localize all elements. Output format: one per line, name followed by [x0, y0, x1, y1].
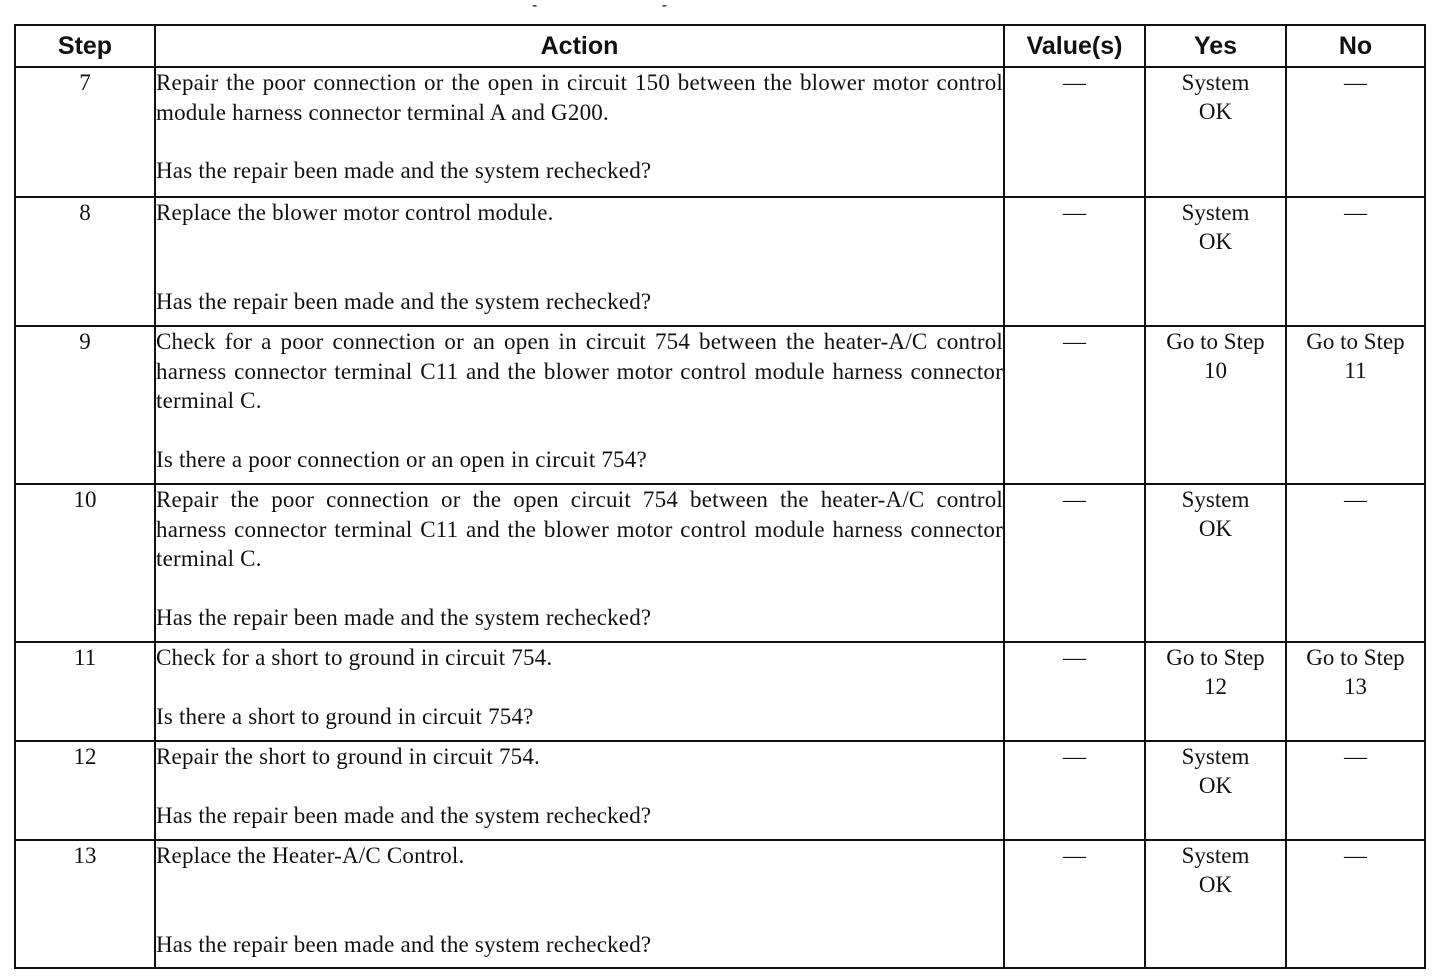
value-cell: —: [1004, 484, 1145, 642]
no-cell: —: [1286, 197, 1425, 326]
table-row: [15, 484, 1425, 642]
column-header-values: Value(s): [1004, 25, 1145, 67]
table-header-row: [15, 25, 1425, 67]
action-instruction: Replace the Heater-A/C Control.: [156, 843, 465, 868]
column-header-yes: Yes: [1145, 25, 1286, 67]
yes-cell: System OK: [1145, 840, 1286, 968]
step-number: 12: [15, 741, 155, 840]
action-cell: [155, 67, 1004, 197]
column-header-no: No: [1286, 25, 1425, 67]
yes-cell: System OK: [1145, 67, 1286, 197]
column-header-action: Action: [155, 25, 1004, 67]
no-cell: Go to Step 11: [1286, 326, 1425, 484]
action-instruction: Repair the poor connection or the open circuit 754 between the heater-A/C control harness connector terminal C11 and the blower motor control module harness connector terminal C.: [156, 487, 1003, 571]
action-instruction: Check for a short to ground in circuit 754.: [156, 645, 553, 670]
no-cell: Go to Step 13: [1286, 642, 1425, 741]
step-number: 8: [15, 197, 155, 326]
yes-cell: Go to Step 12: [1145, 642, 1286, 741]
action-instruction: Repair the poor connection or the open in circuit 150 between the blower motor control module harness connector terminal A and G200.: [156, 70, 1003, 125]
table-row: [15, 741, 1425, 840]
table-row: [15, 840, 1425, 968]
step-number: 13: [15, 840, 155, 968]
yes-cell: System OK: [1145, 741, 1286, 840]
yes-cell: Go to Step 10: [1145, 326, 1286, 484]
action-question: Has the repair been made and the system rechecked?: [156, 158, 652, 183]
step-number: 7: [15, 67, 155, 197]
value-cell: —: [1004, 326, 1145, 484]
value-cell: —: [1004, 741, 1145, 840]
action-cell: [155, 326, 1004, 484]
action-question: Has the repair been made and the system rechecked?: [156, 802, 652, 828]
action-question: Has the repair been made and the system rechecked?: [156, 604, 652, 630]
value-cell: —: [1004, 197, 1145, 326]
step-number: 11: [15, 642, 155, 741]
yes-cell: System OK: [1145, 484, 1286, 642]
table-row: [15, 642, 1425, 741]
table-row: [15, 197, 1425, 326]
value-cell: —: [1004, 67, 1145, 197]
table-row: [15, 326, 1425, 484]
table-row: [15, 67, 1425, 197]
action-instruction: Check for a poor connection or an open in circuit 754 between the heater-A/C control harness connector terminal C11 and the blower motor control module harness connector terminal C.: [156, 329, 1003, 413]
action-question: Is there a short to ground in circuit 754?: [156, 703, 534, 729]
action-question: Has the repair been made and the system rechecked?: [156, 288, 652, 314]
value-cell: —: [1004, 642, 1145, 741]
step-number: 9: [15, 326, 155, 484]
action-cell: [155, 840, 1004, 968]
value-cell: —: [1004, 840, 1145, 968]
header-marks: - -: [532, 0, 728, 14]
no-cell: —: [1286, 840, 1425, 968]
action-cell: [155, 484, 1004, 642]
action-instruction: Replace the blower motor control module.: [156, 200, 554, 225]
action-question: Has the repair been made and the system rechecked?: [156, 931, 652, 957]
diagnostic-table: [14, 24, 1426, 969]
no-cell: —: [1286, 741, 1425, 840]
column-header-step: Step: [15, 25, 155, 67]
step-number: 10: [15, 484, 155, 642]
action-cell: [155, 741, 1004, 840]
action-instruction: Repair the short to ground in circuit 754.: [156, 744, 540, 769]
no-cell: —: [1286, 67, 1425, 197]
no-cell: —: [1286, 484, 1425, 642]
action-cell: [155, 197, 1004, 326]
yes-cell: System OK: [1145, 197, 1286, 326]
action-cell: [155, 642, 1004, 741]
action-question: Is there a poor connection or an open in circuit 754?: [156, 446, 647, 472]
